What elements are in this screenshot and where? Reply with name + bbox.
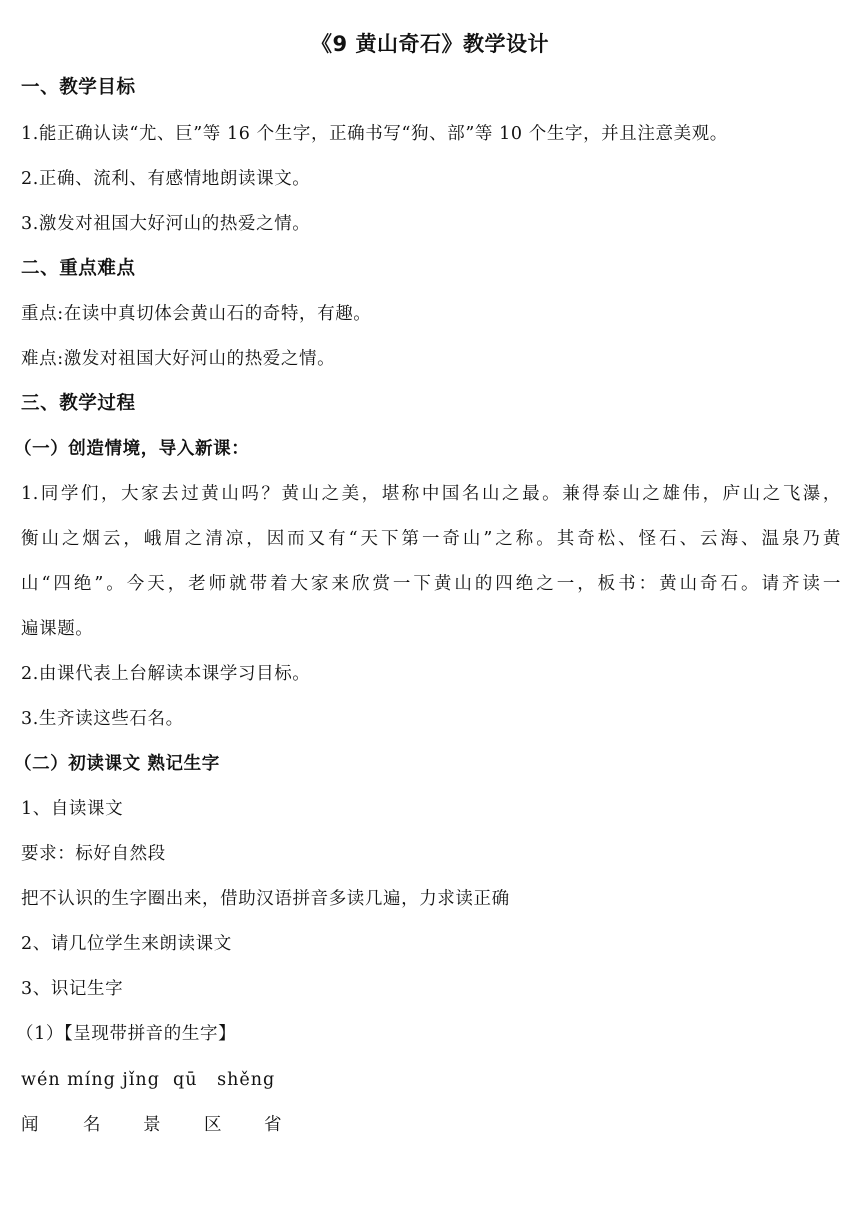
key-point-item: 难点:激发对祖国大好河山的热爱之情。 [21, 349, 336, 369]
objective-item: 3.激发对祖国大好河山的热爱之情。 [21, 214, 311, 234]
character: 闻 [21, 1115, 39, 1135]
character: 名 [83, 1115, 101, 1135]
paragraph-line: 山“四绝”。今天，老师就带着大家来欣赏一下黄山的四绝之一，板书：黄山奇石。请齐读一 [21, 574, 841, 594]
paragraph-line: 衡山之烟云，峨眉之清凉，因而又有“天下第一奇山”之称。其奇松、怪石、云海、温泉乃黄 [21, 529, 841, 549]
step-line: 要求：标好自然段 [21, 844, 166, 864]
subsection-heading-reading: （二）初读课文 熟记生字 [14, 754, 220, 774]
step-line: 3、识记生字 [21, 979, 124, 999]
process-item: 3.生齐读这些石名。 [21, 709, 184, 729]
section-heading-process: 三、教学过程 [21, 393, 136, 414]
objective-item: 2.正确、流利、有感情地朗读课文。 [21, 169, 311, 189]
step-line: （1）【呈现带拼音的生字】 [16, 1024, 237, 1044]
character: 省 [264, 1115, 282, 1135]
step-line: 把不认识的生字圈出来，借助汉语拼音多读几遍，力求读正确 [21, 889, 510, 909]
paragraph-line: 1.同学们，大家去过黄山吗？黄山之美，堪称中国名山之最。兼得泰山之雄伟，庐山之飞瀑， [21, 484, 841, 504]
process-item: 2.由课代表上台解读本课学习目标。 [21, 664, 311, 684]
section-heading-key-points: 二、重点难点 [21, 258, 136, 279]
subsection-heading-intro: （一）创造情境，导入新课： [14, 439, 250, 459]
paragraph-line: 遍课题。 [21, 619, 94, 639]
objective-item: 1.能正确认读“尤、巨”等 16 个生字，正确书写“狗、部”等 10 个生字，并且注意美观。 [21, 124, 728, 144]
document-title: 《9 黄山奇石》教学设计 [311, 32, 549, 56]
character: 区 [204, 1115, 222, 1135]
step-line: 1、自读课文 [21, 799, 124, 819]
character: 景 [143, 1115, 161, 1135]
pinyin-row: wén míng jǐng qū shěng [21, 1070, 276, 1090]
section-heading-objectives: 一、教学目标 [21, 77, 136, 98]
step-line: 2、请几位学生来朗读课文 [21, 934, 232, 954]
key-point-item: 重点:在读中真切体会黄山石的奇特，有趣。 [21, 304, 372, 324]
